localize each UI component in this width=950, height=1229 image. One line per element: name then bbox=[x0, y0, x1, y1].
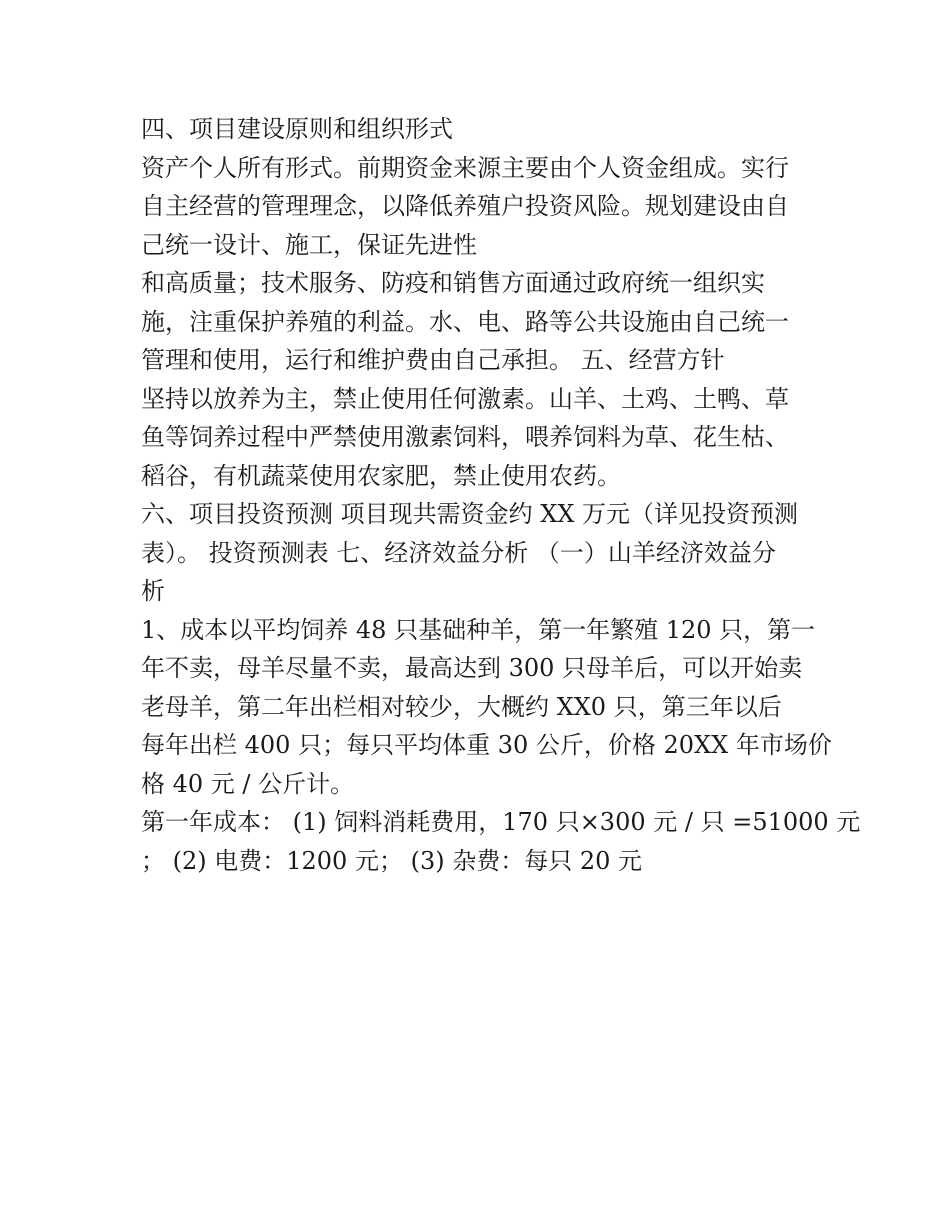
paragraph-line: 格 40 元 / 公斤计。 bbox=[141, 769, 355, 798]
paragraph-line: 施，注重保护养殖的利益。水、电、路等公共设施由自己统一 bbox=[141, 307, 789, 336]
paragraph-line: ； (2) 电费：1200 元； (3) 杂费：每只 20 元 bbox=[141, 846, 643, 875]
paragraph-line: 鱼等饲养过程中严禁使用激素饲料，喂养饲料为草、花生枯、 bbox=[141, 423, 789, 451]
section-heading-4: 四、项目建设原则和组织形式 bbox=[141, 115, 453, 143]
paragraph-line: 析 bbox=[141, 577, 165, 605]
paragraph-line: 资产个人所有形式。前期资金来源主要由个人资金组成。实行 bbox=[141, 153, 789, 182]
paragraph-line: 六、项目投资预测 项目现共需资金约 XX 万元（详见投资预测 bbox=[141, 500, 799, 528]
document-body bbox=[141, 110, 861, 880]
paragraph-line: 自主经营的管理理念，以降低养殖户投资风险。规划建设由自 bbox=[141, 192, 789, 220]
paragraph-line: 每年出栏 400 只；每只平均体重 30 公斤，价格 20XX 年市场价 bbox=[141, 731, 832, 759]
paragraph-line: 1、成本以平均饲养 48 只基础种羊，第一年繁殖 120 只，第一 bbox=[141, 615, 816, 644]
paragraph-line: 坚持以放养为主，禁止使用任何激素。山羊、土鸡、土鸭、草 bbox=[141, 384, 789, 413]
paragraph-line: 年不卖，母羊尽量不卖，最高达到 300 只母羊后，可以开始卖 bbox=[141, 654, 803, 682]
paragraph-line: 第一年成本： (1) 饲料消耗费用，170 只×300 元 / 只 =51000 元 bbox=[141, 808, 861, 836]
paragraph-line: 管理和使用，运行和维护费由自己承担。 五、经营方针 bbox=[141, 346, 725, 374]
paragraph-line: 表）。 投资预测表 七、经济效益分析 （一）山羊经济效益分 bbox=[141, 538, 776, 567]
paragraph-line: 稻谷，有机蔬菜使用农家肥，禁止使用农药。 bbox=[141, 461, 621, 490]
paragraph-line: 老母羊，第二年出栏相对较少，大概约 XX0 只，第三年以后 bbox=[141, 692, 782, 721]
paragraph-line: 己统一设计、施工，保证先进性 bbox=[141, 230, 477, 259]
paragraph-line: 和高质量；技术服务、防疫和销售方面通过政府统一组织实 bbox=[141, 269, 765, 297]
